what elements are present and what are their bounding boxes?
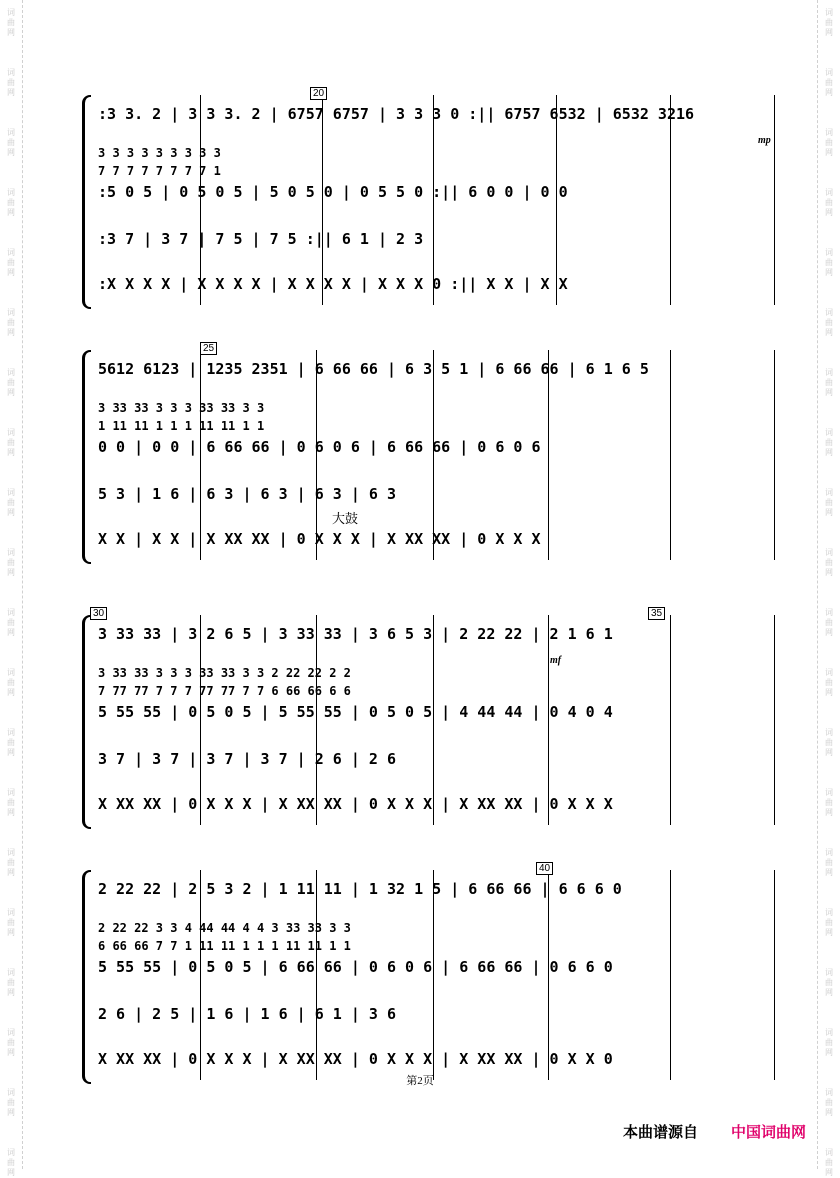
source-text: 本曲谱源自	[622, 1124, 698, 1141]
harmony-line: 5 55 55 | 0 5 0 5 | 6 66 66 | 0 6 0 6 | 6 66 66 | 0 6 6 0	[98, 958, 613, 976]
watermark-text: 词 曲 网	[825, 8, 833, 37]
watermark-text: 词 曲 网	[7, 368, 15, 397]
percussion-line: X XX XX | 0 X X X | X XX XX | 0 X X X | X XX XX | 0 X X 0	[98, 1050, 613, 1068]
watermark-text: 词 曲 网	[825, 1148, 833, 1177]
watermark-text: 词 曲 网	[825, 1088, 833, 1117]
bass-line: 5 3 | 1 6 | 6 3 | 6 3 | 6 3 | 6 3	[98, 485, 397, 503]
watermark-text: 词 曲 网	[825, 188, 833, 217]
watermark-text: 词 曲 网	[7, 68, 15, 97]
watermark-text: 词 曲 网	[825, 608, 833, 637]
chord-upper-line: 2 22 22 3 3 4 44 44 4 4 3 33 33 3 3	[98, 922, 351, 935]
watermark-text: 词 曲 网	[825, 308, 833, 337]
chord-middle-line: 1 11 11 1 1 1 11 11 1 1	[98, 420, 265, 433]
watermark-text: 词 曲 网	[7, 248, 15, 277]
harmony-line: 5 55 55 | 0 5 0 5 | 5 55 55 | 0 5 0 5 | 4 44 44 | 0 4 0 4	[98, 703, 613, 721]
dynamic-mark: mf	[550, 655, 562, 666]
chord-middle-line: 7 77 77 7 7 7 77 77 7 7 6 66 66 6 6	[98, 685, 351, 698]
harmony-line: :5 0 5 | 0 5 0 5 | 5 0 5 0 | 0 5 5 0 :|| 6 0 0 | 0 0	[98, 183, 568, 201]
measure-number: 20	[310, 87, 327, 100]
watermark-text: 词 曲 网	[825, 668, 833, 697]
watermark-text: 词 曲 网	[825, 728, 833, 757]
score-system	[88, 343, 776, 560]
dynamic-mark: mp	[758, 135, 771, 146]
watermark-text: 词 曲 网	[7, 1028, 15, 1057]
watermark-text: 词 曲 网	[7, 788, 15, 817]
melody-line: 3 33 33 | 3 2 6 5 | 3 33 33 | 3 6 5 3 | 2 22 22 | 2 1 6 1	[98, 625, 613, 643]
bar-line	[774, 615, 775, 825]
page-number: 第2页	[406, 1075, 434, 1087]
watermark-text: 词 曲 网	[7, 488, 15, 517]
watermark-text: 词 曲 网	[7, 548, 15, 577]
bar-line	[774, 350, 775, 560]
chord-upper-line: 3 33 33 3 3 3 33 33 3 3	[98, 402, 265, 415]
watermark-text: 词 曲 网	[825, 908, 833, 937]
watermark-text: 词 曲 网	[7, 428, 15, 457]
watermark-text: 词 曲 网	[825, 848, 833, 877]
watermark-text: 词 曲 网	[7, 1088, 15, 1117]
watermark-text: 词 曲 网	[7, 128, 15, 157]
score-system	[88, 608, 776, 825]
system-bracket	[82, 95, 91, 309]
watermark-text: 词 曲 网	[825, 548, 833, 577]
watermark-text: 词 曲 网	[825, 788, 833, 817]
right-margin-strip	[817, 0, 840, 1177]
measure-number: 30	[90, 607, 107, 620]
system-bracket	[82, 870, 91, 1084]
melody-line: 2 22 22 | 2 5 3 2 | 1 11 11 | 1 32 1 5 | 6 66 66 | 6 6 6 0	[98, 880, 622, 898]
bass-line: 3 7 | 3 7 | 3 7 | 3 7 | 2 6 | 2 6	[98, 750, 397, 768]
source-site-link[interactable]: 中国词曲网	[730, 1124, 806, 1141]
percussion-line: :X X X X | X X X X | X X X X | X X X 0 :|| X X | X X	[98, 275, 568, 293]
watermark-text: 词 曲 网	[7, 668, 15, 697]
instrument-label: 大鼓	[332, 511, 359, 526]
melody-line: :3 3. 2 | 3 3 3. 2 | 6757 6757 | 3 3 3 0 :|| 6757 6532 | 6532 3216	[98, 105, 695, 123]
watermark-text: 词 曲 网	[7, 308, 15, 337]
chord-middle-line: 6 66 66 7 7 1 11 11 1 1 1 11 11 1 1	[98, 940, 351, 953]
watermark-text: 词 曲 网	[825, 968, 833, 997]
watermark-text: 词 曲 网	[825, 248, 833, 277]
watermark-text: 词 曲 网	[825, 428, 833, 457]
chord-upper-line: 3 33 33 3 3 3 33 33 3 3 2 22 22 2 2	[98, 667, 351, 680]
watermark-text: 词 曲 网	[825, 1028, 833, 1057]
score-system	[88, 88, 776, 305]
watermark-text: 词 曲 网	[7, 968, 15, 997]
measure-number: 40	[536, 862, 553, 875]
watermark-text: 词 曲 网	[825, 68, 833, 97]
chord-middle-line: 7 7 7 7 7 7 7 7 1	[98, 165, 221, 178]
measure-number: 35	[648, 607, 665, 620]
percussion-line: X XX XX | 0 X X X | X XX XX | 0 X X X | X XX XX | 0 X X X	[98, 795, 613, 813]
watermark-text: 词 曲 网	[7, 8, 15, 37]
watermark-text: 词 曲 网	[7, 908, 15, 937]
melody-line: 5612 6123 | 1235 2351 | 6 66 66 | 6 3 5 1 | 6 66 66 | 6 1 6 5	[98, 360, 649, 378]
watermark-text: 词 曲 网	[825, 128, 833, 157]
system-bracket	[82, 350, 91, 564]
watermark-text: 词 曲 网	[7, 1148, 15, 1177]
chord-upper-line: 3 3 3 3 3 3 3 3 3	[98, 147, 221, 160]
measure-number: 25	[200, 342, 217, 355]
watermark-text: 词 曲 网	[7, 188, 15, 217]
score-system	[88, 863, 776, 1080]
watermark-text: 词 曲 网	[825, 368, 833, 397]
watermark-text: 词 曲 网	[7, 728, 15, 757]
bar-line	[774, 870, 775, 1080]
bar-line	[774, 95, 775, 305]
bass-line: 2 6 | 2 5 | 1 6 | 1 6 | 6 1 | 3 6	[98, 1005, 397, 1023]
watermark-text: 词 曲 网	[7, 848, 15, 877]
bass-line: :3 7 | 3 7 | 7 5 | 7 5 :|| 6 1 | 2 3	[98, 230, 424, 248]
watermark-text: 词 曲 网	[825, 488, 833, 517]
system-bracket	[82, 615, 91, 829]
watermark-text: 词 曲 网	[7, 608, 15, 637]
harmony-line: 0 0 | 0 0 | 6 66 66 | 0 6 0 6 | 6 66 66 | 0 6 0 6	[98, 438, 541, 456]
left-margin-strip	[0, 0, 23, 1177]
percussion-line: X X | X X | X XX XX | 0 X X X | X XX XX | 0 X X X	[98, 530, 541, 548]
